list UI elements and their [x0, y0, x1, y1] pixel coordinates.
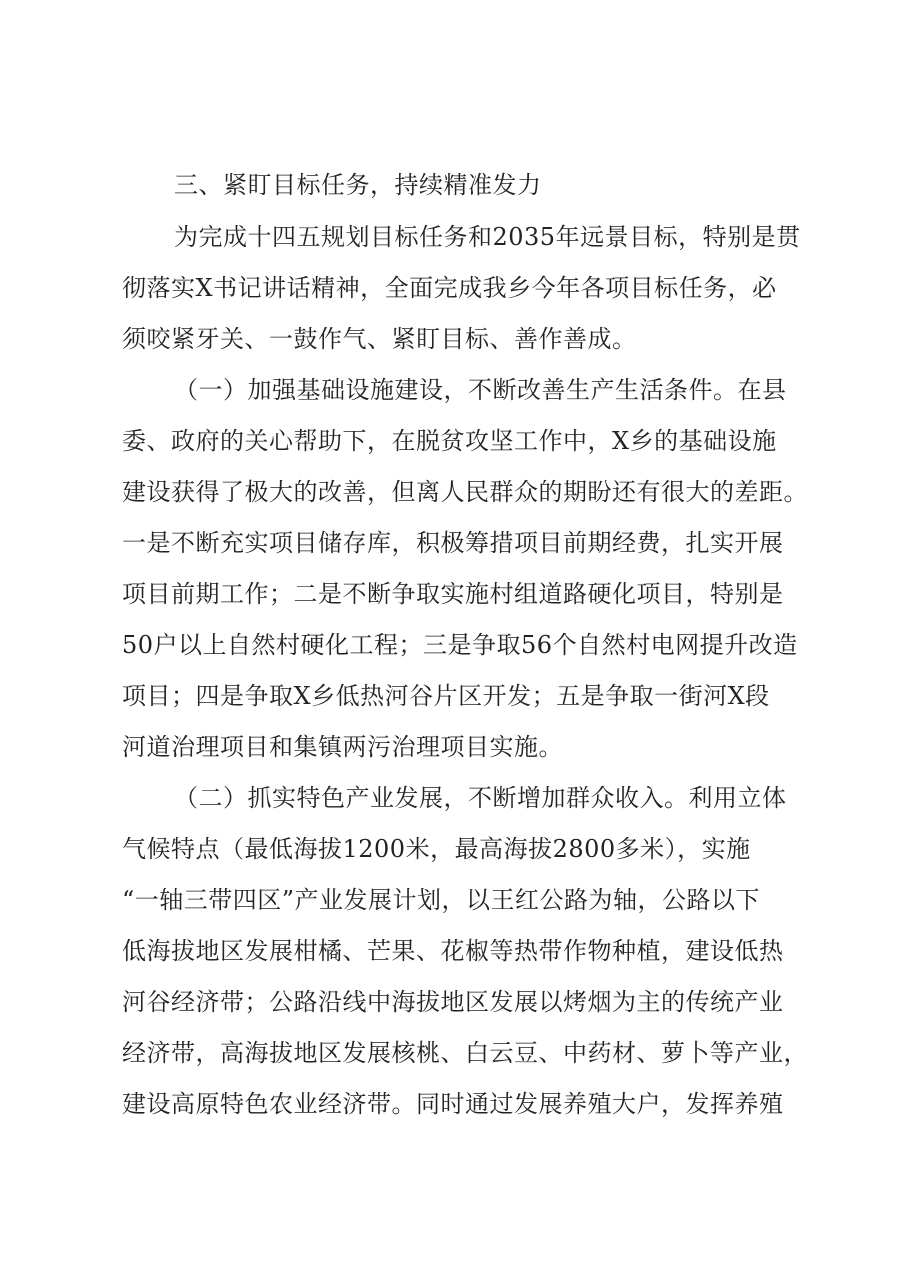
- paragraph-line: 为完成十四五规划目标任务和2035年远景目标，特别是贯: [174, 223, 801, 251]
- paragraph-line: 低海拔地区发展柑橘、芒果、花椒等热带作物种植，建设低热: [122, 937, 784, 965]
- paragraph-line: 委、政府的关心帮助下，在脱贫攻坚工作中，X乡的基础设施: [122, 427, 777, 455]
- paragraph-line: 项目前期工作；二是不断争取实施村组道路硬化项目，特别是: [122, 580, 784, 608]
- paragraph-line: 须咬紧牙关、一鼓作气、紧盯目标、善作善成。: [122, 325, 637, 353]
- paragraph-line: （二）抓实特色产业发展，不断增加群众收入。利用立体: [174, 784, 787, 812]
- paragraph-line: 河谷经济带；公路沿线中海拔地区发展以烤烟为主的传统产业: [122, 988, 784, 1016]
- paragraph-line: 项目；四是争取X乡低热河谷片区开发；五是争取一街河X段: [122, 682, 770, 710]
- paragraph-line: 彻落实X书记讲话精神，全面完成我乡今年各项目标任务，必: [122, 274, 777, 302]
- paragraph-line: 河道治理项目和集镇两污治理项目实施。: [122, 733, 563, 761]
- paragraph-line: 50户以上自然村硬化工程；三是争取56个自然村电网提升改造: [122, 631, 798, 659]
- paragraph-line: 一是不断充实项目储存库，积极筹措项目前期经费，扎实开展: [122, 529, 784, 557]
- paragraph-line: 经济带，高海拔地区发展核桃、白云豆、中药材、萝卜等产业，: [122, 1039, 808, 1067]
- section-heading: 三、紧盯目标任务，持续精准发力: [174, 171, 542, 199]
- paragraph-line: 气候特点（最低海拔1200米，最高海拔2800多米），实施: [122, 835, 751, 863]
- paragraph-line: 建设获得了极大的改善，但离人民群众的期盼还有很大的差距。: [122, 478, 808, 506]
- paragraph-line: 建设高原特色农业经济带。同时通过发展养殖大户，发挥养殖: [122, 1090, 784, 1118]
- paragraph-line: “一轴三带四区”产业发展计划，以王红公路为轴，公路以下: [122, 886, 761, 914]
- paragraph-line: （一）加强基础设施建设，不断改善生产生活条件。在县: [174, 376, 787, 404]
